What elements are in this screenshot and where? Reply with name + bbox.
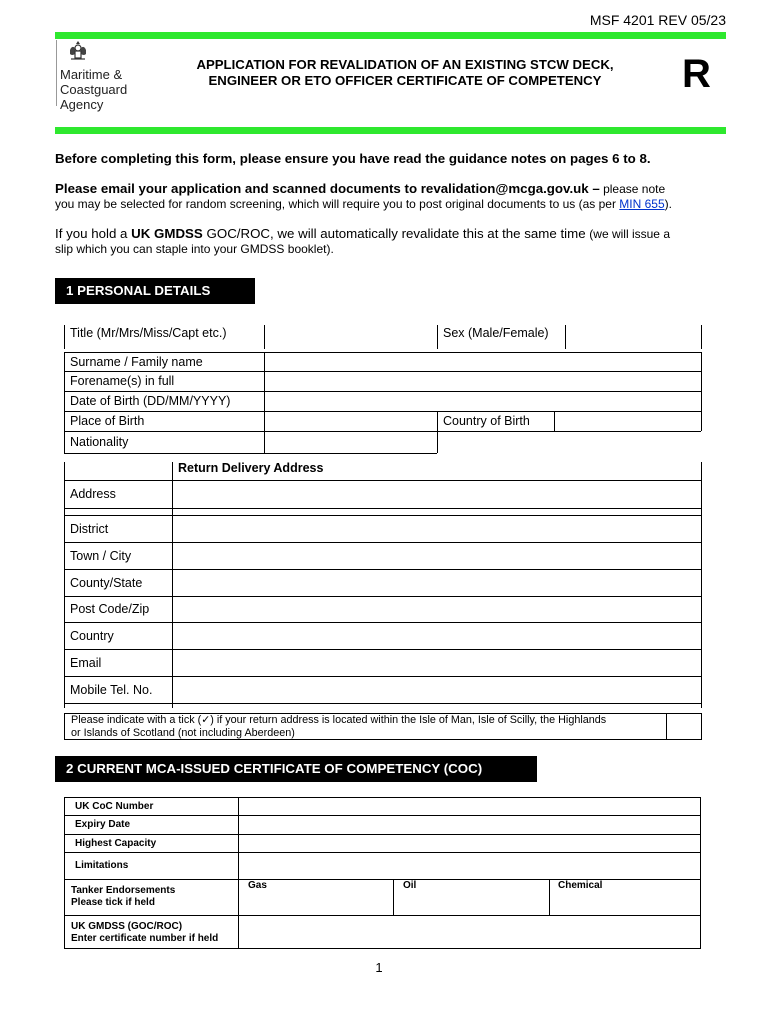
place-of-birth-label: Place of Birth [70, 414, 145, 428]
county-label: County/State [70, 575, 143, 590]
limitations-label: Limitations [75, 860, 129, 871]
coc-number-input[interactable] [238, 798, 701, 815]
chemical-label: Chemical [558, 880, 603, 891]
address-input[interactable] [172, 480, 701, 508]
oil-checkbox[interactable] [393, 879, 549, 915]
island-tick-text [71, 714, 666, 739]
highest-capacity-input[interactable] [238, 834, 701, 852]
title-input[interactable] [264, 325, 437, 349]
form-title-line-1: APPLICATION FOR REVALIDATION OF AN EXISTING STCW DECK, [196, 57, 614, 72]
guidance-note: Before completing this form, please ensure you have read the guidance notes on pages 6 to 8. [55, 151, 651, 166]
gmdss-note-bold: UK GMDSS [131, 226, 203, 241]
postcode-input[interactable] [172, 596, 701, 622]
highest-capacity-label: Highest Capacity [75, 837, 157, 849]
gmdss-note-small-1: (we will issue a [589, 227, 670, 241]
gmdss-label [71, 921, 236, 944]
nationality-label: Nationality [70, 435, 129, 449]
gmdss-note-part-2: GOC/ROC, we will automatically revalidate this at the same time [202, 226, 590, 241]
email-label: Email [70, 655, 102, 670]
limitations-input[interactable] [238, 852, 701, 879]
form-letter: R [682, 52, 711, 96]
island-tick-row [64, 713, 702, 740]
email-note-part-3: ). [664, 197, 672, 211]
country-label: Country [70, 628, 114, 643]
oil-label: Oil [403, 880, 417, 891]
email-input[interactable] [172, 649, 701, 676]
gmdss-line-1: UK GMDSS (GOC/ROC) [71, 921, 183, 932]
email-note-part-2: you may be selected for random screening, which will require you to post original documents to us (as per [55, 197, 620, 211]
postcode-label: Post Code/Zip [70, 602, 150, 616]
expiry-date-input[interactable] [238, 815, 701, 834]
title-label: Title (Mr/Mrs/Miss/Capt etc.) [70, 326, 227, 340]
country-input[interactable] [172, 622, 701, 649]
mobile-label: Mobile Tel. No. [70, 682, 153, 697]
coc-table [64, 797, 701, 949]
district-label: District [70, 521, 109, 536]
island-tick-line-1: Please indicate with a tick (✓) if your return address is located within the Isle of Man, Isle of Scilly, the Highlands [71, 714, 607, 726]
tanker-line-2: Please tick if held [71, 896, 155, 908]
address-label: Address [70, 487, 116, 501]
surname-input[interactable] [264, 352, 701, 371]
surname-label: Surname / Family name [70, 354, 203, 369]
agency-name-line-3: Agency [60, 97, 104, 112]
forenames-input[interactable] [264, 371, 701, 391]
island-tick-line-2: or Islands of Scotland (not including Aberdeen) [71, 726, 295, 739]
gmdss-line-2: Enter certificate number if held [71, 932, 219, 944]
page-number: 1 [375, 960, 383, 975]
dob-input[interactable] [264, 391, 701, 411]
agency-name-line-2: Coastguard [60, 82, 128, 97]
min-655-link[interactable]: MIN 655 [619, 197, 665, 211]
island-tick-checkbox[interactable] [666, 713, 703, 740]
section-2-heading: 2 CURRENT MCA-ISSUED CERTIFICATE OF COMPETENCY (COC) [55, 756, 537, 782]
gmdss-note-part-1: If you hold a [55, 226, 132, 241]
dob-label: Date of Birth (DD/MM/YYYY) [70, 394, 231, 408]
forenames-label: Forename(s) in full [70, 374, 175, 388]
form-reference: MSF 4201 REV 05/23 [589, 12, 726, 28]
mobile-input[interactable] [172, 676, 701, 703]
town-label: Town / City [70, 548, 132, 563]
country-of-birth-input[interactable] [554, 411, 701, 431]
nationality-input[interactable] [264, 431, 437, 453]
place-of-birth-input[interactable] [264, 411, 437, 431]
chemical-checkbox[interactable] [549, 879, 701, 915]
tanker-endorsements-label [71, 885, 236, 908]
county-input[interactable] [172, 569, 701, 596]
email-note-part-1: please note [599, 182, 666, 196]
tanker-line-1: Tanker Endorsements [71, 885, 176, 896]
email-instruction-bold: Please email your application and scanned documents to revalidation@mcga.gov.uk – [55, 181, 600, 196]
district-input[interactable] [172, 515, 701, 542]
country-of-birth-label: Country of Birth [443, 414, 530, 428]
town-input[interactable] [172, 542, 701, 569]
form-title-line-2: ENGINEER OR ETO OFFICER CERTIFICATE OF COMPETENCY [208, 73, 602, 88]
gas-label: Gas [248, 880, 267, 891]
section-1-heading: 1 PERSONAL DETAILS [55, 278, 255, 304]
gmdss-note-small-2: slip which you can staple into your GMDSS booklet). [55, 242, 334, 256]
coc-number-label: UK CoC Number [75, 801, 154, 812]
gmdss-certificate-input[interactable] [238, 915, 701, 948]
gas-checkbox[interactable] [238, 879, 393, 915]
expiry-date-label: Expiry Date [75, 819, 131, 830]
sex-label: Sex (Male/Female) [443, 326, 549, 340]
return-address-heading: Return Delivery Address [178, 461, 324, 475]
sex-input[interactable] [565, 325, 701, 349]
agency-name-line-1: Maritime & [60, 67, 123, 82]
